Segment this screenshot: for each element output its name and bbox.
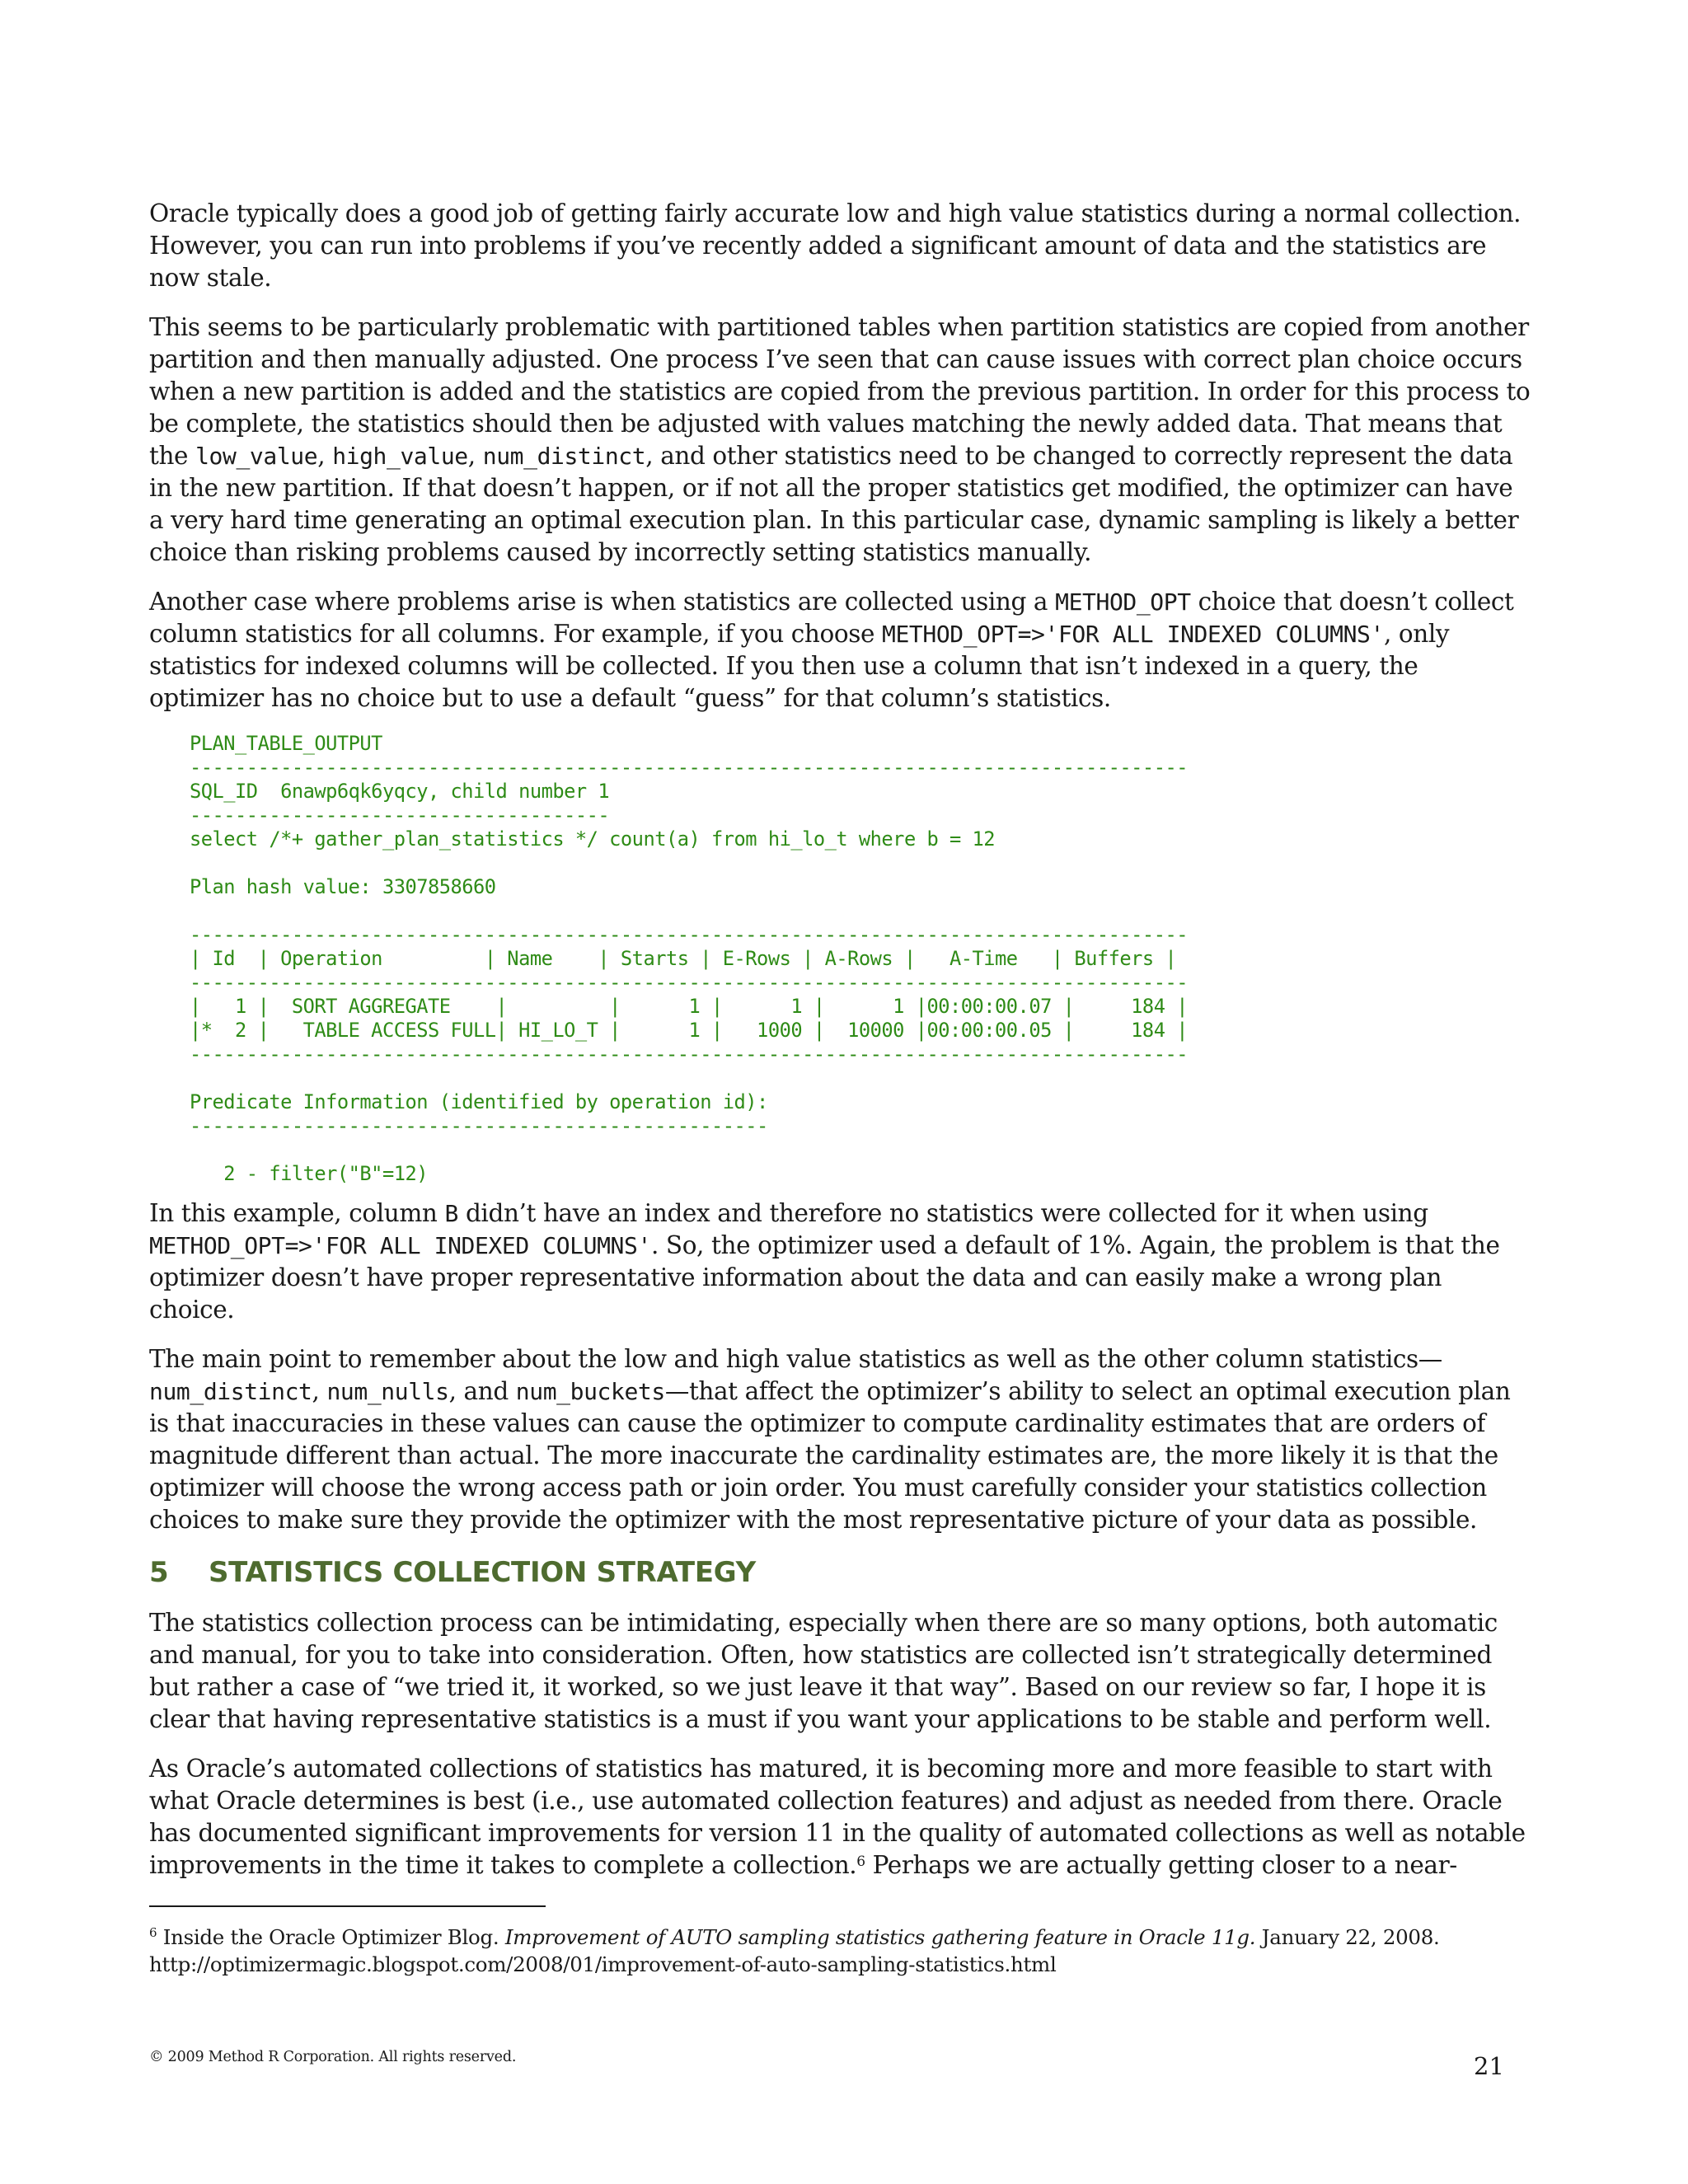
paragraph-collection-process: The statistics collection process can be intimidating, especially when there are so many options, both automatic and manual, for you to take into consideration. Often, how statistics are collected isn’t strategically determined but rather a case of “we tried it, it worked, so we just leave it that way”. Based on our review so far, I hope it is clear that having representative statistics is a must if you want your applications to be stable and perform well. bbox=[149, 1609, 1498, 1733]
plan-header: PLAN_TABLE_OUTPUT bbox=[190, 732, 382, 755]
plan-rule: ---------------------------------------------------------------------------------------- bbox=[190, 971, 1188, 994]
page-content bbox=[149, 198, 1534, 1899]
footnote-reference[interactable]: 6 bbox=[856, 1854, 865, 1870]
footnote-divider bbox=[149, 1905, 546, 1907]
footnote-citation bbox=[149, 1919, 1550, 1951]
code-low-value: low_value bbox=[195, 443, 318, 470]
code-method-opt-indexed: METHOD_OPT=>'FOR ALL INDEXED COLUMNS' bbox=[882, 621, 1384, 648]
plan-row: |* 2 | TABLE ACCESS FULL| HI_LO_T | 1 | 1000 | 10000 |00:00:00.05 | 184 | bbox=[190, 1019, 1188, 1042]
plan-blank-line bbox=[190, 1066, 1534, 1090]
paragraph-method-opt bbox=[149, 586, 1534, 715]
footnote-date: January 22, 2008. bbox=[1255, 1925, 1440, 1950]
text-run: This seems to be particularly problematic with partitioned tables when partition statistics are copied from another partition and then manually adjusted. One process I’ve seen that can cause issues with correct plan choice occurs when a new partition is added and the statistics are copied from the previous partition. In order for this process to be complete, the statistics should then be adjusted with values matching the newly added data. That means that the bbox=[149, 313, 1531, 470]
text-run: , only statistics for indexed columns will be collected. If you then use a column that isn’t indexed in a query, the optimizer has no choice but to use a default “guess” for that column’s statistics. bbox=[149, 620, 1450, 712]
paragraph-main-point bbox=[149, 1343, 1534, 1536]
text-run: In this example, column bbox=[149, 1199, 445, 1227]
plan-rule: --------------------------------------------------- bbox=[190, 1114, 768, 1137]
plan-rule: ---------------------------------------------------------------------------------------- bbox=[190, 756, 1188, 779]
text-run: Perhaps we are actually getting closer to a near- bbox=[865, 1851, 1457, 1879]
text-run: , and bbox=[448, 1377, 516, 1405]
plan-table-header: | Id | Operation | Name | Starts | E-Rows | A-Rows | A-Time | Buffers | bbox=[190, 947, 1177, 970]
paragraph-automated-collections bbox=[149, 1753, 1534, 1882]
plan-rule: ---------------------------------------------------------------------------------------- bbox=[190, 1043, 1188, 1066]
text-run: , bbox=[317, 442, 333, 470]
text-run: , and other statistics need to be changed to correctly represent the data in the new partition. If that doesn’t happen, or if not all the proper statistics get modified, the optimizer can have a very hard time generating an optimal execution plan. In this particular case, dynamic sampling is likely a better choice than risking problems caused by incorrectly setting statistics manually. bbox=[149, 442, 1519, 566]
code-high-value: high_value bbox=[332, 443, 468, 470]
footnote-mark: 6 bbox=[149, 1925, 157, 1940]
text-run: choice that doesn’t collect column statistics for all columns. For example, if you choose bbox=[149, 588, 1514, 648]
footnote-text: Inside the Oracle Optimizer Blog. bbox=[157, 1925, 505, 1950]
text-run: , bbox=[467, 442, 483, 470]
copyright-notice: © 2009 Method R Corporation. All rights reserved. bbox=[149, 2049, 517, 2065]
code-num-distinct: num_distinct bbox=[149, 1378, 312, 1405]
text-run: As Oracle’s automated collections of statistics has matured, it is becoming more and more feasible to start with what Oracle determines is best (i.e., use automated collection features) and adjust as needed from there. Oracle has documented significant improvements for version 11 in the quality of automated collections as well as notable improvements in the time it takes to complete a collection. bbox=[149, 1755, 1526, 1879]
text-run: Another case where problems arise is when statistics are collected using a bbox=[149, 588, 1056, 616]
code-method-opt: METHOD_OPT bbox=[1055, 588, 1191, 616]
plan-blank-line bbox=[190, 1138, 1534, 1162]
plan-predicate-header: Predicate Information (identified by operation id): bbox=[190, 1090, 768, 1113]
footnote-url[interactable]: http://optimizermagic.blogspot.com/2008/01/improvement-of-auto-sampling-statistics.html bbox=[149, 1952, 1057, 1977]
paragraph-example-explanation bbox=[149, 1197, 1534, 1326]
paragraph-partition-stats bbox=[149, 312, 1534, 569]
plan-rule: ------------------------------------- bbox=[190, 804, 610, 827]
text-run: didn’t have an index and therefore no statistics were collected for it when using bbox=[457, 1199, 1428, 1227]
code-num-buckets: num_buckets bbox=[515, 1378, 665, 1405]
plan-blank-line bbox=[190, 851, 1534, 875]
code-num-distinct: num_distinct bbox=[482, 443, 646, 470]
text-run: —that affect the optimizer’s ability to select an optimal execution plan is that inaccuracies in these values can cause the optimizer to compute cardinality estimates that are orders of magnitude different than actual. The more inaccurate the cardinality estimates are, the more likely it is that the optimizer will choose the wrong access path or join order. You must carefully consider your statistics collection choices to make sure they provide the optimizer with the most representative picture of your data as possible. bbox=[149, 1377, 1511, 1534]
footnote bbox=[149, 1919, 1550, 1978]
page-number: 21 bbox=[1474, 2052, 1504, 2080]
section-heading bbox=[149, 1556, 1534, 1589]
text-run: . So, the optimizer used a default of 1%. Again, the problem is that the optimizer doesn’t have proper representative information about the data and can easily make a wrong plan choice. bbox=[149, 1231, 1500, 1324]
plan-sql-id: SQL_ID 6nawp6qk6yqcy, child number 1 bbox=[190, 780, 610, 803]
plan-row: | 1 | SORT AGGREGATE | | 1 | 1 | 1 |00:00:00.07 | 184 | bbox=[190, 995, 1188, 1018]
text-run: , bbox=[312, 1377, 327, 1405]
text-run: The main point to remember about the low and high value statistics as well as the other column statistics— bbox=[149, 1345, 1442, 1373]
code-num-nulls: num_nulls bbox=[326, 1378, 449, 1405]
footnote-title: Improvement of AUTO sampling statistics gathering feature in Oracle 11g. bbox=[504, 1925, 1256, 1950]
plan-rule: ---------------------------------------------------------------------------------------- bbox=[190, 923, 1188, 946]
code-method-opt-indexed: METHOD_OPT=>'FOR ALL INDEXED COLUMNS' bbox=[149, 1232, 651, 1259]
execution-plan-output bbox=[190, 732, 1534, 1186]
plan-query: select /*+ gather_plan_statistics */ count(a) from hi_lo_t where b = 12 bbox=[190, 827, 996, 851]
section-number: 5 bbox=[149, 1556, 169, 1589]
section-title: STATISTICS COLLECTION STRATEGY bbox=[209, 1556, 756, 1589]
paragraph-low-high-stats: Oracle typically does a good job of getting fairly accurate low and high value statistics during a normal collection. However, you can run into problems if you’ve recently added a significant amount of data and the statistics are now stale. bbox=[149, 199, 1522, 292]
plan-hash: Plan hash value: 3307858660 bbox=[190, 875, 496, 898]
plan-blank-line bbox=[190, 899, 1534, 923]
code-column-b: B bbox=[444, 1200, 458, 1227]
plan-filter: 2 - filter("B"=12) bbox=[190, 1162, 428, 1185]
